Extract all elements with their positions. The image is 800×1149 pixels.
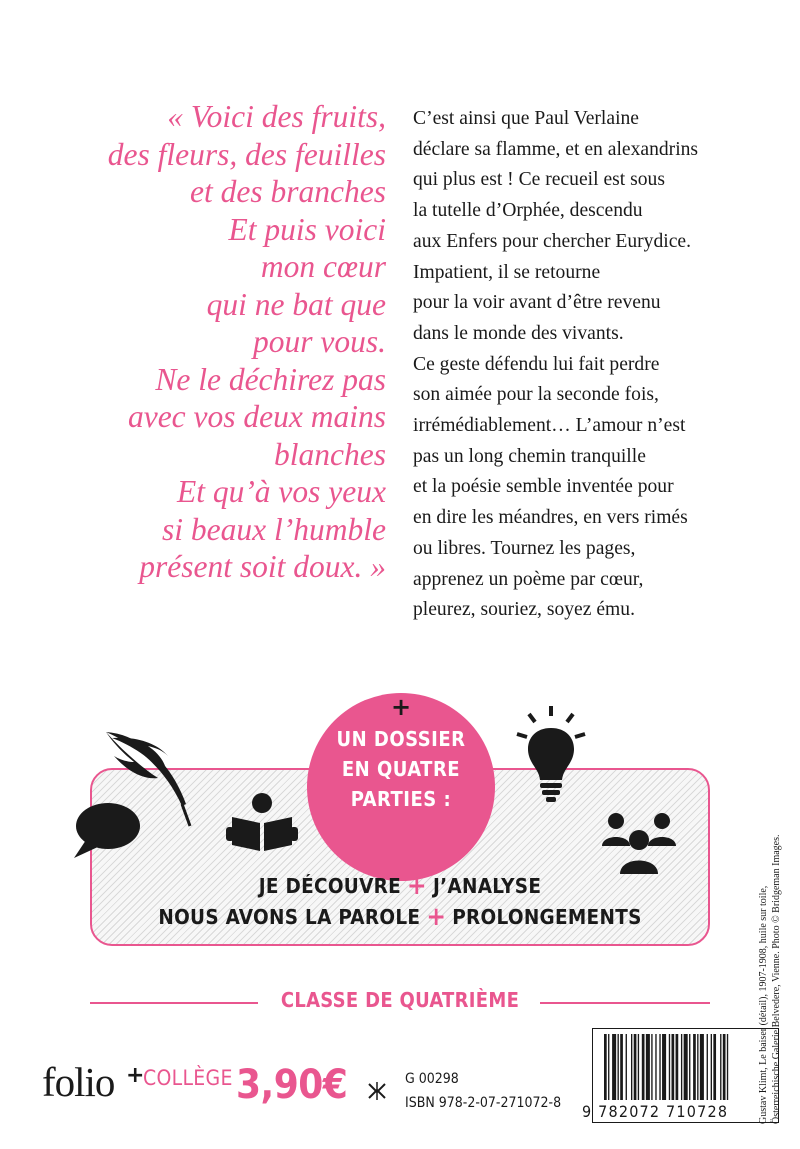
barcode-bar xyxy=(634,1034,637,1100)
barcode-bar xyxy=(604,1034,607,1100)
barcode-bar xyxy=(700,1034,704,1100)
dossier-parts-row-2 xyxy=(90,902,710,932)
barcode-bar xyxy=(707,1034,708,1100)
barcode-bar xyxy=(638,1034,639,1100)
dossier-parts-row-1 xyxy=(90,871,710,901)
divider-left xyxy=(90,1002,258,1004)
description-line: qui plus est ! Ce recueil est sous xyxy=(413,169,665,191)
barcode-bar xyxy=(626,1034,627,1100)
description-line: apprenez un poème par cœur, xyxy=(413,568,644,590)
barcode-bar xyxy=(681,1034,682,1100)
divider-right xyxy=(540,1002,710,1004)
description-line: aux Enfers pour chercher Eurydice. xyxy=(413,230,691,252)
description-line: en dire les méandres, en vers rimés xyxy=(413,507,688,529)
part-parole: NOUS AVONS LA PAROLE xyxy=(158,905,421,929)
part-decouvre: JE DÉCOUVRE xyxy=(258,874,402,898)
reader-icon xyxy=(226,793,298,855)
barcode-bar xyxy=(689,1034,690,1100)
printer-logo-icon xyxy=(366,1080,388,1102)
description-line: déclare sa flamme, et en alexandrins xyxy=(413,138,699,160)
barcode-bar xyxy=(669,1034,670,1100)
publisher-logo-plus: + xyxy=(126,1063,145,1088)
barcode-bar xyxy=(697,1034,698,1100)
description-line: C’est ainsi que Paul Verlaine xyxy=(413,108,640,129)
dossier-title-line: EN QUATRE xyxy=(341,757,461,781)
part-analyse: J’ANALYSE xyxy=(432,874,542,898)
speech-bubble-icon xyxy=(70,800,142,862)
barcode-bar xyxy=(608,1034,609,1100)
quote-line: blanches xyxy=(274,436,386,472)
barcode-bar xyxy=(711,1034,712,1100)
credits-line: Österreichische Galerie Belvedere, Vienne. Photo © Bridgeman Images. xyxy=(771,834,782,1124)
quote-line: présent soit doux. » xyxy=(139,549,386,584)
description-line: irrémédiablement… L’amour n’est xyxy=(413,415,686,437)
product-code: G 00298 xyxy=(405,1071,459,1087)
poem-quote xyxy=(100,98,386,586)
barcode-bar xyxy=(676,1034,679,1100)
collection-name: COLLÈGE xyxy=(143,1066,233,1090)
credits-line: Gustav Klimt, Le baiser (détail), 1907-1908, huile sur toile, xyxy=(758,885,769,1124)
barcode-bar xyxy=(631,1034,632,1100)
part-prolongements: PROLONGEMENTS xyxy=(452,905,642,929)
barcode-bar xyxy=(651,1034,652,1100)
price: 3,90€ xyxy=(236,1062,348,1108)
dossier-title xyxy=(307,724,495,814)
description-line: pour la voir avant d’être revenu xyxy=(413,292,661,314)
image-credits xyxy=(757,804,783,1124)
barcode-bar xyxy=(727,1034,728,1100)
quote-line: si beaux l’humble xyxy=(162,511,386,547)
barcode-bar xyxy=(659,1034,660,1100)
quote-line: Et puis voici xyxy=(228,211,386,247)
quote-line: qui ne bat que xyxy=(206,286,386,322)
quote-line: mon cœur xyxy=(260,249,386,284)
barcode-bar xyxy=(642,1034,645,1100)
quote-line: avec vos deux mains xyxy=(127,399,386,434)
barcode-bar xyxy=(723,1034,726,1100)
description-line: pleurez, souriez, soyez ému. xyxy=(413,599,635,621)
school-level: CLASSE DE QUATRIÈME xyxy=(280,988,520,1012)
plus-sign: + xyxy=(407,871,427,901)
barcode-bar xyxy=(713,1034,716,1100)
dossier-title-line: PARTIES : xyxy=(350,787,452,811)
barcode-bar xyxy=(662,1034,666,1100)
description-line: la tutelle d’Orphée, descendu xyxy=(413,200,643,222)
quote-line: Et qu’à vos yeux xyxy=(176,474,386,509)
description-line: son aimée pour la seconde fois, xyxy=(413,384,659,406)
description-line: Impatient, il se retourne xyxy=(413,261,601,283)
lightbulb-icon xyxy=(515,704,587,804)
barcode-bar xyxy=(720,1034,721,1100)
barcode-bar xyxy=(612,1034,616,1100)
plus-sign: + xyxy=(390,693,412,721)
isbn: ISBN 978-2-07-271072-8 xyxy=(405,1095,562,1111)
description-line: pas un long chemin tranquille xyxy=(413,445,646,467)
barcode xyxy=(600,1034,772,1100)
barcode-bar xyxy=(646,1034,650,1100)
publisher-logo: folio xyxy=(42,1059,115,1105)
barcode-bar xyxy=(693,1034,696,1100)
barcode-bar xyxy=(618,1034,619,1100)
quote-line: pour vous. xyxy=(253,324,386,359)
quote-line: Ne le déchirez pas xyxy=(155,361,386,397)
description-line: ou libres. Tournez les pages, xyxy=(413,537,636,559)
group-icon xyxy=(596,812,682,878)
barcode-bar xyxy=(620,1034,623,1100)
barcode-bar xyxy=(672,1034,675,1100)
barcode-bar xyxy=(655,1034,656,1100)
description-line: Ce geste défendu lui fait perdre xyxy=(413,353,660,375)
barcode-bar xyxy=(684,1034,688,1100)
description-line: et la poésie semble inventée pour xyxy=(413,476,674,498)
book-description xyxy=(413,104,773,626)
barcode-number: 9 782072 710728 xyxy=(582,1102,729,1121)
quote-line: des fleurs, des feuilles xyxy=(107,136,386,172)
dossier-title-line: UN DOSSIER xyxy=(336,727,466,751)
quote-line: et des branches xyxy=(190,174,386,209)
plus-sign: + xyxy=(426,902,447,932)
quote-line: « Voici des fruits, xyxy=(167,99,386,134)
description-line: dans le monde des vivants. xyxy=(413,322,624,344)
